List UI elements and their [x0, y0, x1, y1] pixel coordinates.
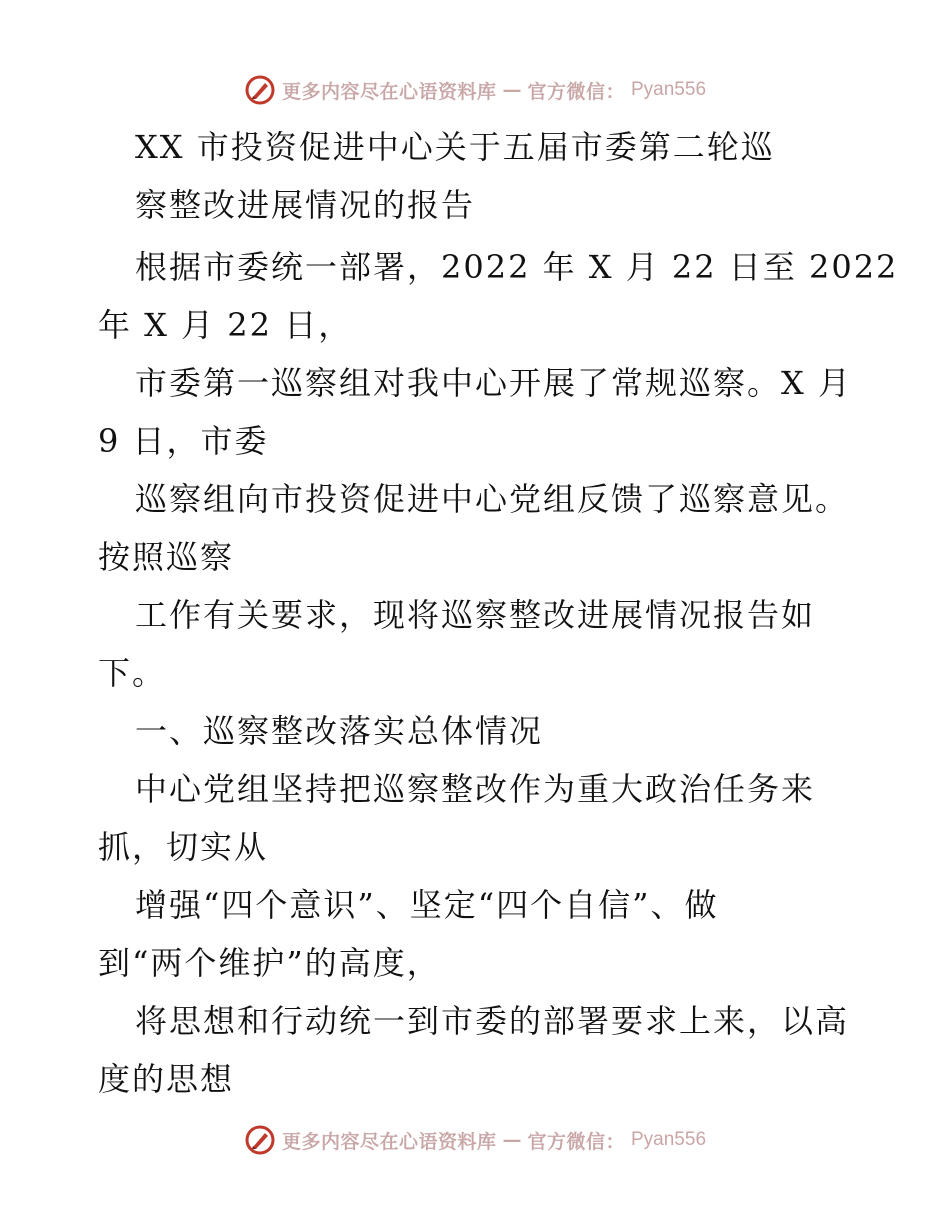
watermark-footer — [0, 1120, 950, 1160]
watermark-account: Pyan556 — [631, 79, 707, 100]
doc-title-line-1: XX 市投资促进中心关于五届市委第二轮巡 — [135, 128, 775, 166]
doc-line: 巡察组向市投资促进中心党组反馈了巡察意见。 — [135, 480, 850, 518]
doc-line: 年 X 月 22 日， — [98, 306, 353, 344]
quill-seal-icon — [244, 1124, 276, 1156]
watermark-site-text: 更多内容尽在心语资料库 — [281, 80, 497, 103]
doc-line: 市委第一巡察组对我中心开展了常规巡察。X 月 — [135, 364, 852, 402]
watermark-dash: — — [502, 79, 522, 101]
quill-seal-icon — [244, 74, 276, 106]
doc-line: 下。 — [98, 654, 167, 692]
doc-line: 增强“四个意识”、坚定“四个自信”、做 — [135, 886, 719, 924]
watermark-dash: — — [502, 1129, 522, 1151]
doc-line: 度的思想 — [98, 1060, 235, 1098]
watermark-official-label: 官方微信： — [527, 1130, 625, 1153]
watermark-header — [0, 70, 950, 110]
doc-line: 9 日，市委 — [98, 422, 269, 460]
doc-line: 到“两个维护”的高度， — [98, 944, 441, 982]
section-heading: 一、巡察整改落实总体情况 — [135, 712, 544, 750]
doc-line: 工作有关要求，现将巡察整改进展情况报告如 — [135, 596, 816, 634]
watermark-site-text: 更多内容尽在心语资料库 — [281, 1130, 497, 1153]
watermark-account: Pyan556 — [631, 1129, 707, 1150]
watermark-official-label: 官方微信： — [527, 80, 625, 103]
doc-line: 根据市委统一部署，2022 年 X 月 22 日至 2022 — [135, 248, 899, 286]
doc-line: 中心党组坚持把巡察整改作为重大政治任务来 — [135, 770, 816, 808]
doc-line: 抓，切实从 — [98, 828, 269, 866]
doc-line: 将思想和行动统一到市委的部署要求上来，以高 — [135, 1002, 850, 1040]
doc-line: 按照巡察 — [98, 538, 235, 576]
doc-title-line-2: 察整改进展情况的报告 — [135, 186, 476, 224]
